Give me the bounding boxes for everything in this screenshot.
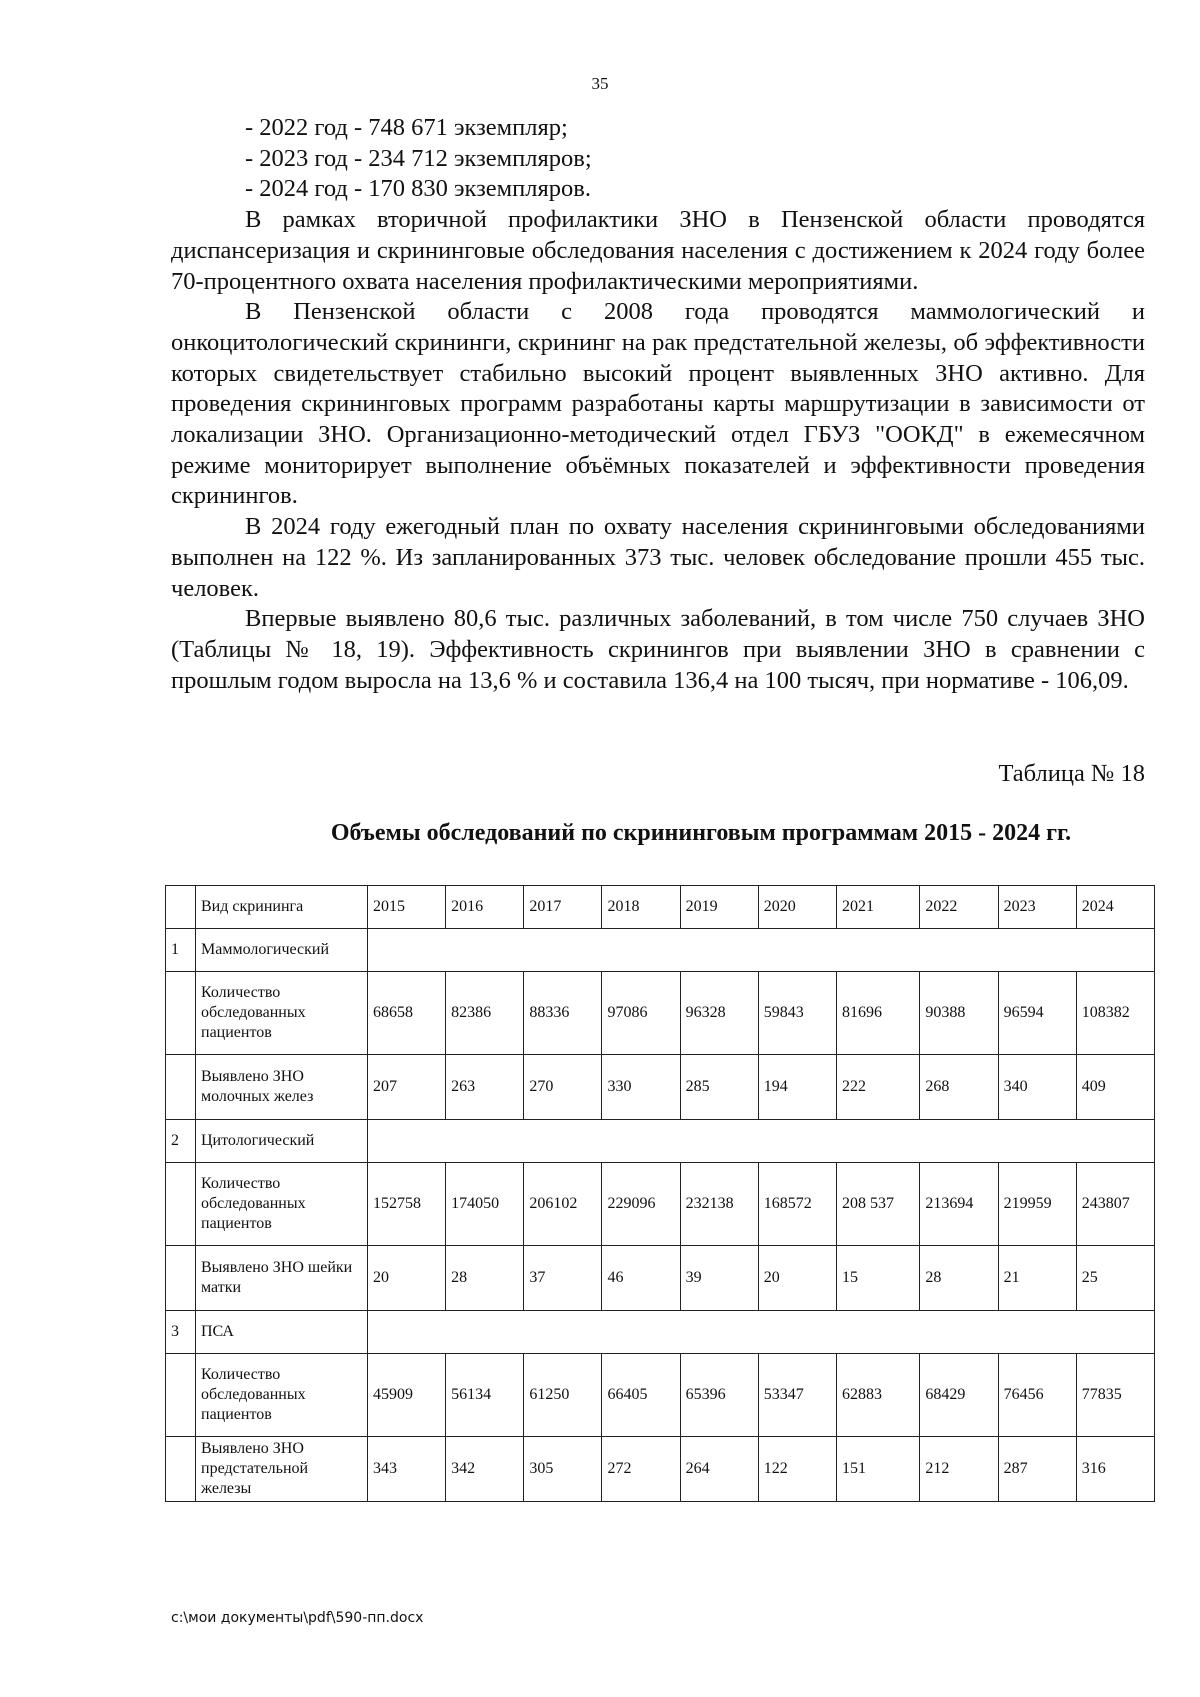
value-cell: 268: [920, 1055, 998, 1120]
section-name: ПСА: [196, 1311, 368, 1354]
value-cell: 66405: [602, 1354, 680, 1437]
table-row: [166, 1354, 1155, 1437]
table-title: Объемы обследований по скрининговым программам 2015 - 2024 гг.: [330, 820, 1072, 846]
value-cell: 213694: [920, 1163, 998, 1246]
value-cell: 81696: [836, 972, 919, 1055]
value-cell: 152758: [368, 1163, 446, 1246]
value-cell: 229096: [602, 1163, 680, 1246]
value-cell: 25: [1076, 1246, 1154, 1311]
row-label: Количество обследованных пациентов: [196, 1163, 368, 1246]
value-cell: 305: [524, 1437, 602, 1502]
value-cell: 343: [368, 1437, 446, 1502]
value-cell: 97086: [602, 972, 680, 1055]
value-cell: 68429: [920, 1354, 998, 1437]
row-label: Количество обследованных пациентов: [196, 972, 368, 1055]
row-number-cell: [166, 1354, 196, 1437]
section-blank-cell: [368, 1311, 1155, 1354]
table-row: [166, 1246, 1155, 1311]
screening-table: [165, 885, 1155, 1502]
row-number-cell: [166, 972, 196, 1055]
value-cell: 270: [524, 1055, 602, 1120]
value-cell: 243807: [1076, 1163, 1154, 1246]
table-section-row: [166, 929, 1155, 972]
table-row: [166, 1437, 1155, 1502]
table-row: [166, 972, 1155, 1055]
value-cell: 272: [602, 1437, 680, 1502]
value-cell: 39: [680, 1246, 758, 1311]
value-cell: 88336: [524, 972, 602, 1055]
row-label: Выявлено ЗНО молочных желез: [196, 1055, 368, 1120]
table-section-row: [166, 1120, 1155, 1163]
header-cell-num: [166, 886, 196, 929]
section-number: 3: [166, 1311, 196, 1354]
value-cell: 20: [368, 1246, 446, 1311]
value-cell: 20: [758, 1246, 836, 1311]
value-cell: 65396: [680, 1354, 758, 1437]
value-cell: 222: [836, 1055, 919, 1120]
table-row: [166, 1055, 1155, 1120]
row-number-cell: [166, 1163, 196, 1246]
section-name: Цитологический: [196, 1120, 368, 1163]
section-number: 2: [166, 1120, 196, 1163]
header-year: 2022: [920, 886, 998, 929]
row-label: Количество обследованных пациентов: [196, 1354, 368, 1437]
file-path-footer: c:\мои документы\pdf\590-пп.docx: [171, 1610, 424, 1626]
value-cell: 28: [920, 1246, 998, 1311]
value-cell: 90388: [920, 972, 998, 1055]
section-blank-cell: [368, 929, 1155, 972]
value-cell: 174050: [446, 1163, 524, 1246]
value-cell: 206102: [524, 1163, 602, 1246]
row-number-cell: [166, 1246, 196, 1311]
value-cell: 342: [446, 1437, 524, 1502]
value-cell: 151: [836, 1437, 919, 1502]
value-cell: 212: [920, 1437, 998, 1502]
row-label: Выявлено ЗНО шейки матки: [196, 1246, 368, 1311]
table-row: [166, 1163, 1155, 1246]
header-year: 2021: [836, 886, 919, 929]
list-item: - 2023 год - 234 712 экземпляров;: [245, 144, 592, 172]
row-number-cell: [166, 1055, 196, 1120]
value-cell: 168572: [758, 1163, 836, 1246]
header-year: 2020: [758, 886, 836, 929]
value-cell: 21: [998, 1246, 1076, 1311]
row-label: Выявлено ЗНО предстательной железы: [196, 1437, 368, 1502]
header-year: 2024: [1076, 886, 1154, 929]
value-cell: 82386: [446, 972, 524, 1055]
value-cell: 122: [758, 1437, 836, 1502]
value-cell: 77835: [1076, 1354, 1154, 1437]
paragraph: Впервые выявлено 80,6 тыс. различных заболеваний, в том числе 750 случаев ЗНО (Таблицы № 18, 19). Эффективность скринингов при выявлении ЗНО в сравнении с прошлым годом выросла на 13,6 % и составила 136,4 на 100 тысяч, при нормативе - 106,09.: [171, 605, 1145, 694]
value-cell: 264: [680, 1437, 758, 1502]
value-cell: 285: [680, 1055, 758, 1120]
value-cell: 219959: [998, 1163, 1076, 1246]
header-year: 2023: [998, 886, 1076, 929]
value-cell: 62883: [836, 1354, 919, 1437]
list-item: - 2022 год - 748 671 экземпляр;: [245, 114, 568, 141]
paragraph: В 2024 году ежегодный план по охвату населения скрининговыми обследованиями выполнен на 122 %. Из запланированных 373 тыс. человек обследование прошли 455 тыс. человек.: [171, 513, 1145, 602]
value-cell: 45909: [368, 1354, 446, 1437]
value-cell: 28: [446, 1246, 524, 1311]
value-cell: 37: [524, 1246, 602, 1311]
value-cell: 53347: [758, 1354, 836, 1437]
value-cell: 207: [368, 1055, 446, 1120]
value-cell: 96328: [680, 972, 758, 1055]
value-cell: 330: [602, 1055, 680, 1120]
list-item: - 2024 год - 170 830 экземпляров.: [245, 175, 591, 203]
value-cell: 61250: [524, 1354, 602, 1437]
table-section-row: [166, 1311, 1155, 1354]
header-year: 2016: [446, 886, 524, 929]
value-cell: 340: [998, 1055, 1076, 1120]
value-cell: 68658: [368, 972, 446, 1055]
value-cell: 409: [1076, 1055, 1154, 1120]
table-body: [166, 886, 1155, 1502]
table-caption: Таблица № 18: [998, 760, 1145, 787]
section-name: Маммологический: [196, 929, 368, 972]
value-cell: 59843: [758, 972, 836, 1055]
value-cell: 208 537: [836, 1163, 919, 1246]
section-blank-cell: [368, 1120, 1155, 1163]
value-cell: 15: [836, 1246, 919, 1311]
value-cell: 263: [446, 1055, 524, 1120]
table-header-row: [166, 886, 1155, 929]
row-number-cell: [166, 1437, 196, 1502]
page-number: 35: [591, 74, 609, 93]
value-cell: 46: [602, 1246, 680, 1311]
section-number: 1: [166, 929, 196, 972]
paragraph: В рамках вторичной профилактики ЗНО в Пензенской области проводятся диспансеризация и скрининговые обследования населения с достижением к 2024 году более 70-процентного охвата населения профилактическими мероприятиями.: [171, 206, 1145, 295]
header-year: 2019: [680, 886, 758, 929]
header-cell-type: Вид скрининга: [196, 886, 368, 929]
value-cell: 316: [1076, 1437, 1154, 1502]
value-cell: 96594: [998, 972, 1076, 1055]
value-cell: 108382: [1076, 972, 1154, 1055]
header-year: 2018: [602, 886, 680, 929]
value-cell: 56134: [446, 1354, 524, 1437]
value-cell: 232138: [680, 1163, 758, 1246]
header-year: 2015: [368, 886, 446, 929]
value-cell: 194: [758, 1055, 836, 1120]
value-cell: 76456: [998, 1354, 1076, 1437]
header-year: 2017: [524, 886, 602, 929]
paragraph: В Пензенской области с 2008 года проводятся маммологический и онкоцитологический скрининги, скрининг на рак предстательной железы, об эффективности которых свидетельствует стабильно высокий процент выявленных ЗНО активно. Для проведения скрининговых программ разработаны карты маршрутизации в зависимости от локализации ЗНО. Организационно-методический отдел ГБУЗ "ООКД" в ежемесячном режиме мониторирует выполнение объёмных показателей и эффективности проведения скринингов.: [171, 298, 1145, 510]
value-cell: 287: [998, 1437, 1076, 1502]
body-text: [171, 113, 1145, 696]
